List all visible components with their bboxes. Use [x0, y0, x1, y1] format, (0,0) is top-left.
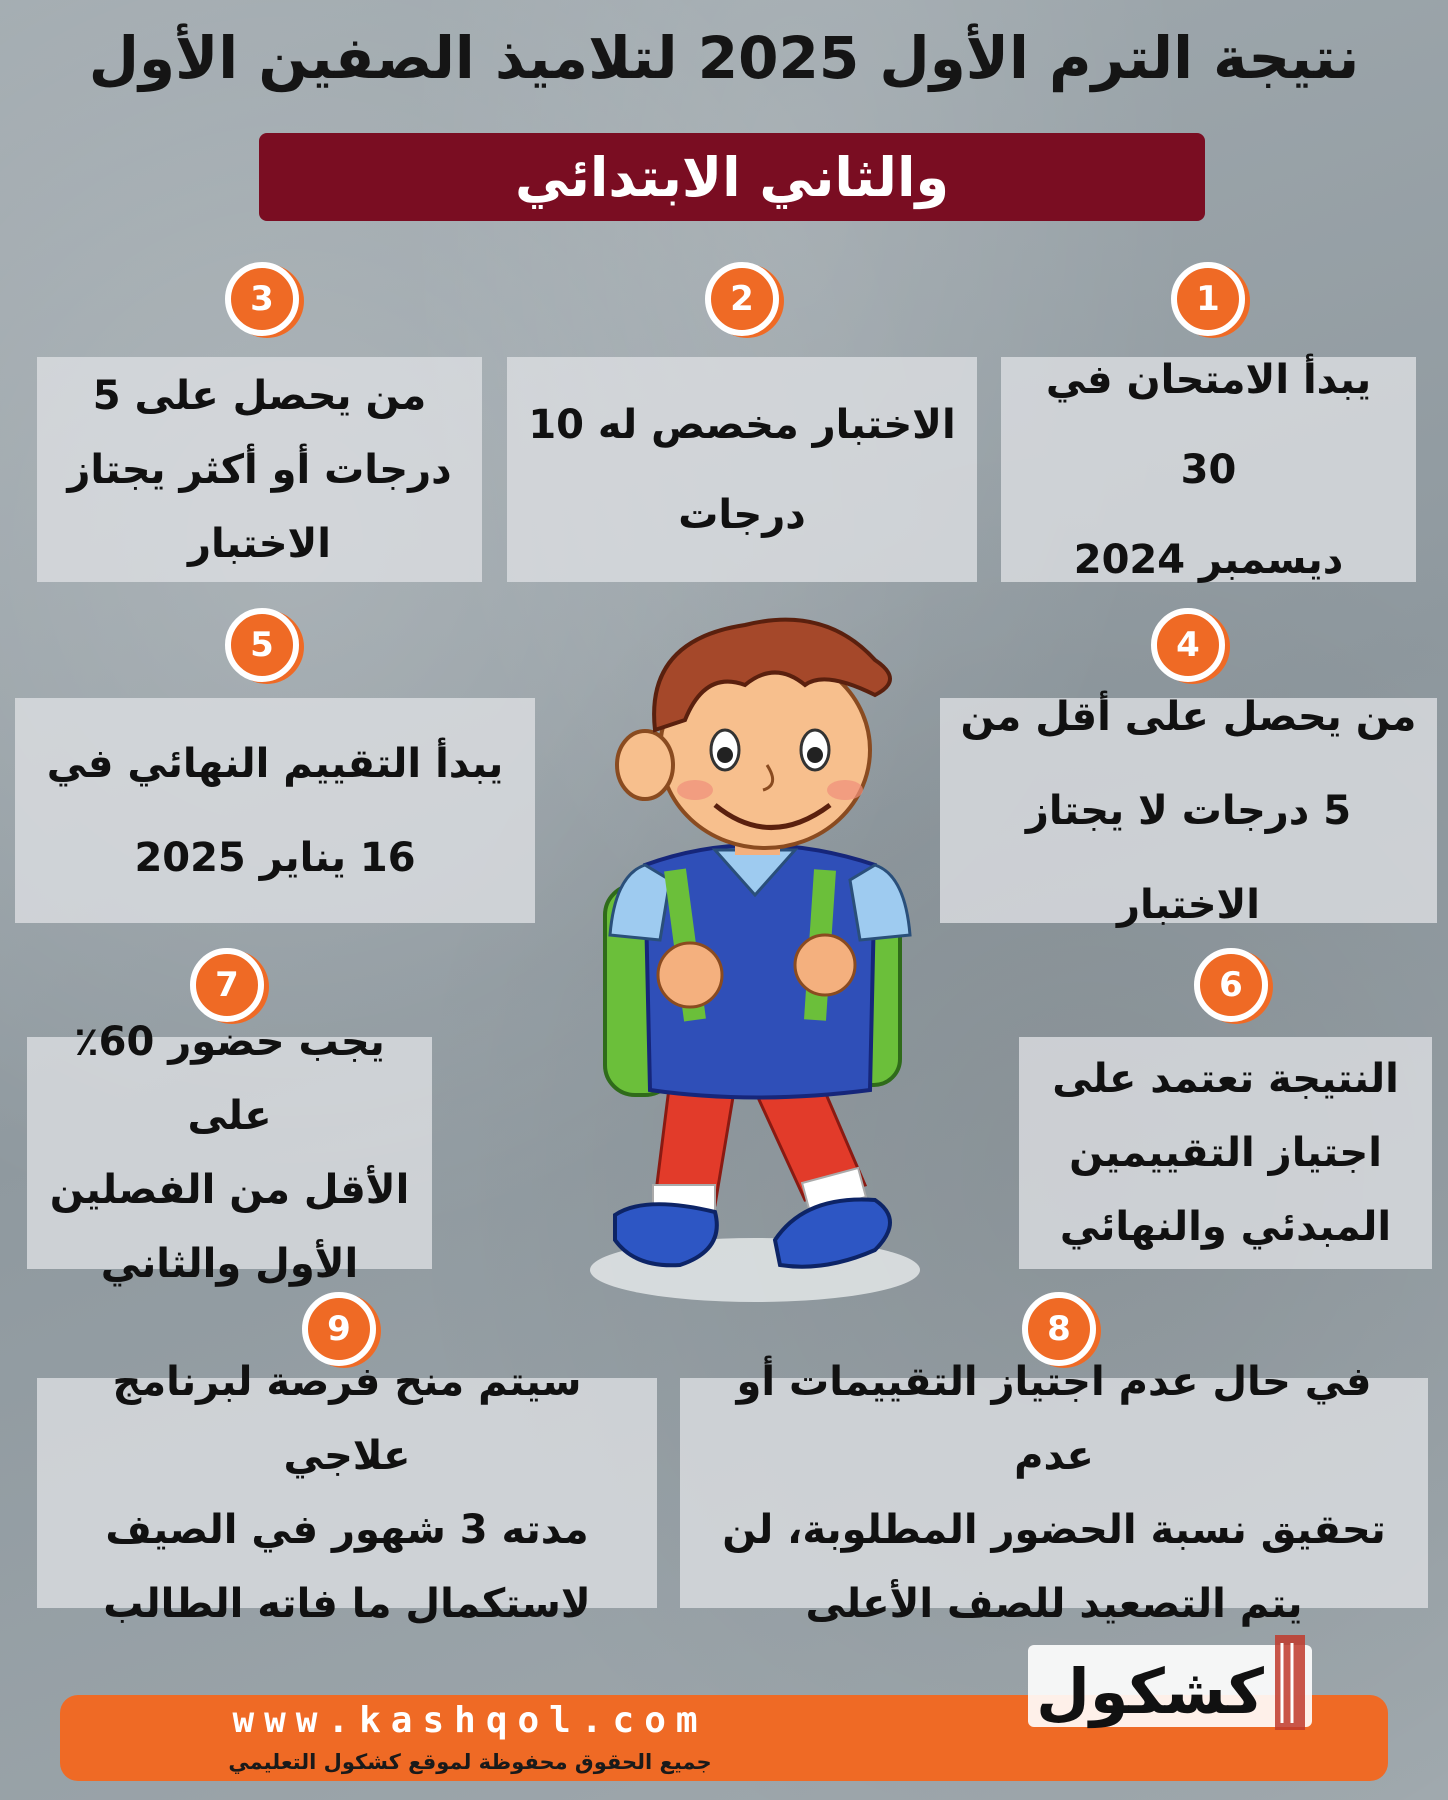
- info-box-5-line: 16 يناير 2025: [134, 834, 416, 881]
- info-box-9-line: لاستكمال ما فاته الطالب: [103, 1581, 591, 1627]
- number-badge-7: 7: [190, 948, 264, 1022]
- info-box-4-line: من يحصل على أقل من: [960, 693, 1417, 740]
- number-badge-4: 4: [1151, 608, 1225, 682]
- info-box-9-line: مدته 3 شهور في الصيف: [105, 1507, 589, 1553]
- kashkol-logo: [1020, 1625, 1320, 1745]
- info-box-3-line: درجات أو أكثر يجتاز: [67, 446, 452, 493]
- info-box-7-line: الأقل من الفصلين: [49, 1167, 410, 1213]
- info-box-8-line: يتم التصعيد للصف الأعلى: [805, 1581, 1303, 1627]
- info-box-7-line: يجب حضور 60٪ على: [74, 1019, 385, 1139]
- info-box-9-line: سيتم منح فرصة لبرنامج علاجي: [112, 1359, 582, 1479]
- subtitle-text: والثاني الابتدائي: [514, 145, 950, 209]
- logo-text: كشكول: [1036, 1655, 1264, 1728]
- number-badge-5: 5: [225, 608, 299, 682]
- info-box-6-line: النتيجة تعتمد على: [1052, 1056, 1399, 1102]
- number-badge-8: 8: [1022, 1292, 1096, 1366]
- number-badge-6: 6: [1194, 948, 1268, 1022]
- info-box-3-line: الاختبار: [187, 520, 332, 567]
- copyright-text: جميع الحقوق محفوظة لموقع كشكول التعليمي: [228, 1750, 712, 1774]
- info-box-1-line: ديسمبر 2024: [1073, 536, 1344, 583]
- info-box-5-line: يبدأ التقييم النهائي في: [46, 740, 504, 787]
- info-box-4-line: 5 درجات لا يجتاز الاختبار: [1025, 787, 1352, 928]
- subtitle-banner: [259, 133, 1205, 221]
- info-box-4: [940, 693, 1437, 928]
- number-badge-1: 1: [1171, 262, 1245, 336]
- number-badge-9: 9: [302, 1292, 376, 1366]
- page-title: نتيجة الترم الأول 2025 لتلاميذ الصفين الأول: [88, 24, 1360, 92]
- info-box-5: [15, 698, 535, 923]
- info-box-6-line: اجتياز التقييمين: [1069, 1130, 1382, 1176]
- schoolboy-illustration: [575, 600, 920, 1310]
- info-box-8-line: تحقيق نسبة الحضور المطلوبة، لن: [722, 1507, 1386, 1553]
- info-box-6-line: المبدئي والنهائي: [1059, 1204, 1392, 1250]
- info-box-6: [1019, 1037, 1432, 1269]
- info-box-8-line: في حال عدم اجتياز التقييمات أو عدم: [736, 1359, 1372, 1479]
- info-box-2-line: درجات: [678, 491, 806, 538]
- info-box-2-line: الاختبار مخصص له 10: [528, 401, 956, 448]
- info-box-7: [27, 1019, 432, 1287]
- info-box-8: [680, 1359, 1428, 1627]
- info-box-1-line: يبدأ الامتحان في 30: [1045, 356, 1372, 493]
- info-box-9: [37, 1359, 657, 1627]
- number-badge-2: 2: [705, 262, 779, 336]
- number-badge-3: 3: [225, 262, 299, 336]
- info-box-1: [1001, 357, 1416, 582]
- website-url[interactable]: www.kashqol.com: [232, 1700, 708, 1741]
- info-box-2: [507, 357, 977, 582]
- info-box-3-line: من يحصل على 5: [92, 372, 427, 419]
- info-box-7-line: الأول والثاني: [100, 1241, 359, 1287]
- info-box-3: [37, 357, 482, 582]
